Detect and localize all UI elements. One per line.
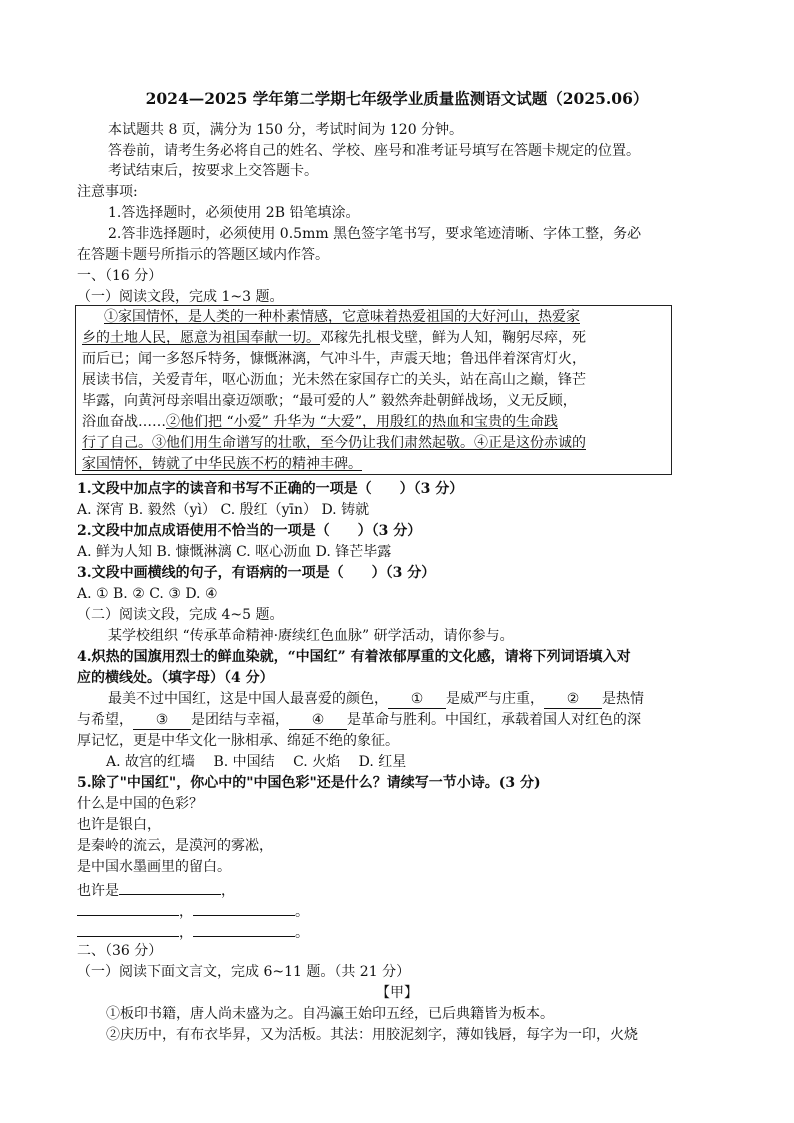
poem-line: 是秦岭的流云，是漠河的雾凇， [77, 838, 273, 854]
q4-text: 是威严与庄重， [446, 691, 544, 707]
subsection-heading: （一）阅读下面文言文，完成 6~11 题。（共 21 分） [77, 964, 411, 980]
poem-line: 是中国水墨画里的留白。 [77, 859, 231, 875]
passage-line [104, 307, 670, 327]
answer-blank-1[interactable]: ① [388, 691, 446, 709]
answer-blank-4[interactable]: ④ [289, 712, 347, 730]
note-item: 2.答非选择题时，必须使用 0.5mm 黑色签字笔书写，要求笔迹清晰、字体工整，务必 [108, 226, 642, 242]
q4-text: 是革命与胜利。中国红，承载着国人对红色的深 [347, 712, 641, 728]
poem-answer-blank[interactable] [119, 878, 221, 895]
instruction-line: 答卷前，请考生务必将自己的姓名、学校、座号和准考证号填写在答题卡规定的位置。 [108, 143, 640, 159]
subsection-heading: （二）阅读文段，完成 4~5 题。 [77, 607, 284, 623]
question-4-text [77, 710, 722, 730]
poem-line [77, 920, 722, 943]
underlined-sentence: ②他们把 “小爱” 升华为 “大爱”，用殷红的热血和宝贵的生命践 [166, 414, 558, 430]
subsection-heading: （一）阅读文段，完成 1~3 题。 [77, 289, 284, 305]
poem-punct: 。 [295, 925, 309, 941]
poem-answer-blank[interactable] [77, 920, 179, 937]
question-4-options: A. 故宫的红墙 B. 中国结 C. 火焰 D. 红星 [106, 754, 407, 770]
underlined-sentence: ①家国情怀，是人类的一种朴素情感，它意味着热爱祖国的大好河山，热爱家 [104, 309, 580, 325]
question-4: 4.炽热的国旗用烈士的鲜血染就，“中国红” 有着浓郁厚重的文化感，请将下列词语填入对 [77, 649, 631, 665]
question-2-options: A. 鲜为人知 B. 慷慨淋漓 C. 呕心沥血 D. 锋芒毕露 [77, 544, 392, 560]
passage-line: 而后已；闻一多怒斥特务，慷慨淋漓，气冲斗牛，声震天地；鲁迅伴着深宵灯火， [82, 351, 586, 367]
question-1-options: A. 深宵 B. 毅然（yì） C. 殷红（yīn） D. 铸就 [77, 502, 370, 518]
q4-text: 最美不过中国红，这是中国人最喜爱的颜色， [108, 691, 388, 707]
poem-punct: ， [179, 904, 193, 920]
passage-text: 邓稼先扎根戈壁，鲜为人知，鞠躬尽瘁，死 [320, 330, 586, 346]
note-item: 1.答选择题时，必须使用 2B 铅笔填涂。 [108, 205, 360, 221]
q4-text: 是热情 [602, 691, 644, 707]
underlined-sentence: 家国情怀，铸就了中华民族不朽的精神丰碑。 [82, 456, 362, 472]
question-4-text [108, 689, 722, 709]
classical-paragraph: ②庆历中，有布衣毕昇，又为活板。其法：用胶泥刻字，薄如钱唇，每字为一印，火烧 [106, 1027, 638, 1043]
poem-answer-blank[interactable] [77, 899, 179, 916]
instruction-line: 考试结束后，按要求上交答题卡。 [108, 163, 318, 179]
q4-text: 与希望， [77, 712, 133, 728]
note-item-continued: 在答题卡题号所指示的答题区域内作答。 [77, 247, 329, 263]
underlined-sentence: 行了自己。③他们用生命谱写的壮歌，至今仍让我们肃然起敬。④正是这份赤诚的 [82, 435, 586, 451]
poem-punct: ， [221, 883, 235, 899]
poem-text: 也许是 [77, 883, 119, 899]
passage-line: 展读书信，关爱青年，呕心沥血；光未然在家国存亡的关头，站在高山之巅，锋芒 [82, 372, 586, 388]
poem-answer-blank[interactable] [193, 920, 295, 937]
section-heading: 一、（16 分） [77, 268, 163, 284]
instruction-line: 本试题共 8 页，满分为 150 分，考试时间为 120 分钟。 [108, 122, 464, 138]
section-heading: 二、（36 分） [77, 943, 163, 959]
exam-title: 2024—2025 学年第二学期七年级学业质量监测语文试题（2025.06） [145, 89, 649, 108]
poem-answer-blank[interactable] [193, 899, 295, 916]
question-5: 5.除了"中国红"，你心中的"中国色彩"还是什么？请续写一节小诗。(3 分) [77, 775, 541, 791]
poem-line [77, 899, 722, 922]
notes-heading: 注意事项: [77, 184, 138, 200]
passage-line: 毕露，向黄河母亲唱出豪迈颂歌；“最可爱的人” 毅然奔赴朝鲜战场，义无反顾， [82, 393, 577, 409]
question-3: 3.文段中画横线的句子，有语病的一项是（ ）（3 分） [77, 565, 436, 581]
q4-text: 是团结与幸福， [191, 712, 289, 728]
passage-label: 【甲】 [376, 985, 418, 1001]
answer-blank-3[interactable]: ③ [133, 712, 191, 730]
poem-line: 也许是银白， [77, 817, 161, 833]
activity-intro: 某学校组织 “传承革命精神·赓续红色血脉” 研学活动，请你参与。 [108, 628, 514, 644]
question-2: 2.文段中加点成语使用不恰当的一项是（ ）（3 分） [77, 523, 422, 539]
passage-line [82, 433, 670, 453]
classical-paragraph: ①板印书籍，唐人尚未盛为之。自冯瀛王始印五经，已后典籍皆为板本。 [106, 1006, 554, 1022]
passage-line [82, 412, 670, 432]
poem-line [77, 878, 722, 901]
question-1: 1.文段中加点字的读音和书写不正确的一项是（ ）（3 分） [77, 481, 464, 497]
poem-punct: 。 [295, 904, 309, 920]
passage-line [82, 454, 670, 474]
poem-line: 什么是中国的色彩？ [77, 796, 203, 812]
underlined-sentence: 乡的土地人民，愿意为祖国奉献一切。 [82, 330, 320, 346]
question-4-continued: 应的横线处。（填字母）（4 分） [77, 670, 274, 686]
question-4-text: 厚记忆，更是中华文化一脉相承、绵延不绝的象征。 [77, 733, 399, 749]
passage-line [82, 328, 670, 348]
question-3-options: A. ① B. ② C. ③ D. ④ [77, 586, 218, 602]
answer-blank-2[interactable]: ② [544, 691, 602, 709]
poem-punct: ， [179, 925, 193, 941]
passage-text: 浴血奋战…… [82, 414, 166, 430]
